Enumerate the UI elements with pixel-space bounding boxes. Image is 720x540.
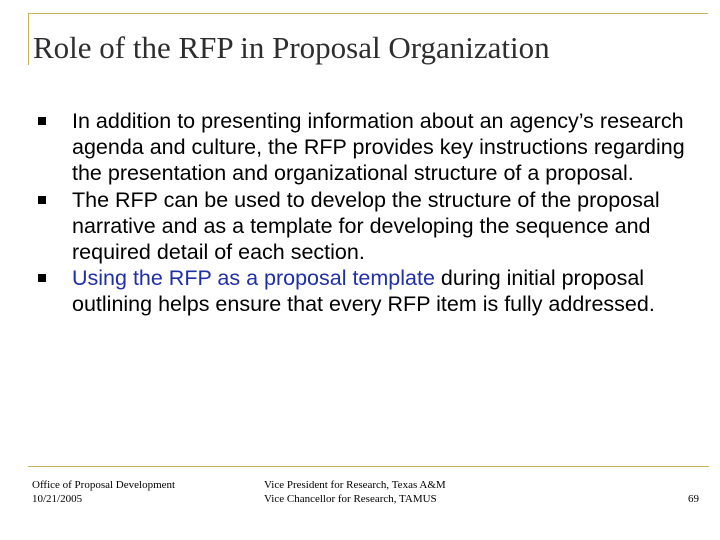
footer-affiliation-line-1: Vice President for Research, Texas A&M (264, 479, 446, 491)
footer-divider (28, 466, 709, 467)
bullet-list (38, 108, 698, 318)
bullet-text-2: The RFP can be used to develop the structure of the proposal narrative and as a template for developing the sequence and required detail of each section. (72, 187, 660, 265)
footer-date: 10/21/2005 (32, 493, 83, 505)
bullet-item-1 (38, 108, 698, 187)
footer-affiliation (264, 478, 446, 506)
bullet-item-2 (38, 187, 698, 266)
page-number: 69 (688, 493, 699, 505)
square-bullet-icon (38, 274, 46, 282)
square-bullet-icon (38, 196, 46, 204)
title-frame-top-rule (28, 13, 708, 14)
footer-affiliation-line-2: Vice Chancellor for Research, TAMUS (264, 493, 437, 505)
bullet-text-3: during initial proposal outlining helps ensure that every RFP item is fully addressed. (72, 266, 655, 317)
footer-office-name: Office of Proposal Development (32, 479, 176, 491)
footer-office (32, 478, 175, 506)
square-bullet-icon (38, 117, 46, 125)
bullet-text-1: In addition to presenting information about an agency’s research agenda and culture, the RFP provides key instructions regarding the presentation and organizational structure of a proposal. (72, 109, 685, 186)
slide-title: Role of the RFP in Proposal Organization (33, 30, 550, 65)
rfp-template-link[interactable]: Using the RFP as a proposal template (72, 266, 435, 291)
title-frame-left-rule (28, 13, 29, 65)
bullet-item-3 (38, 265, 698, 317)
